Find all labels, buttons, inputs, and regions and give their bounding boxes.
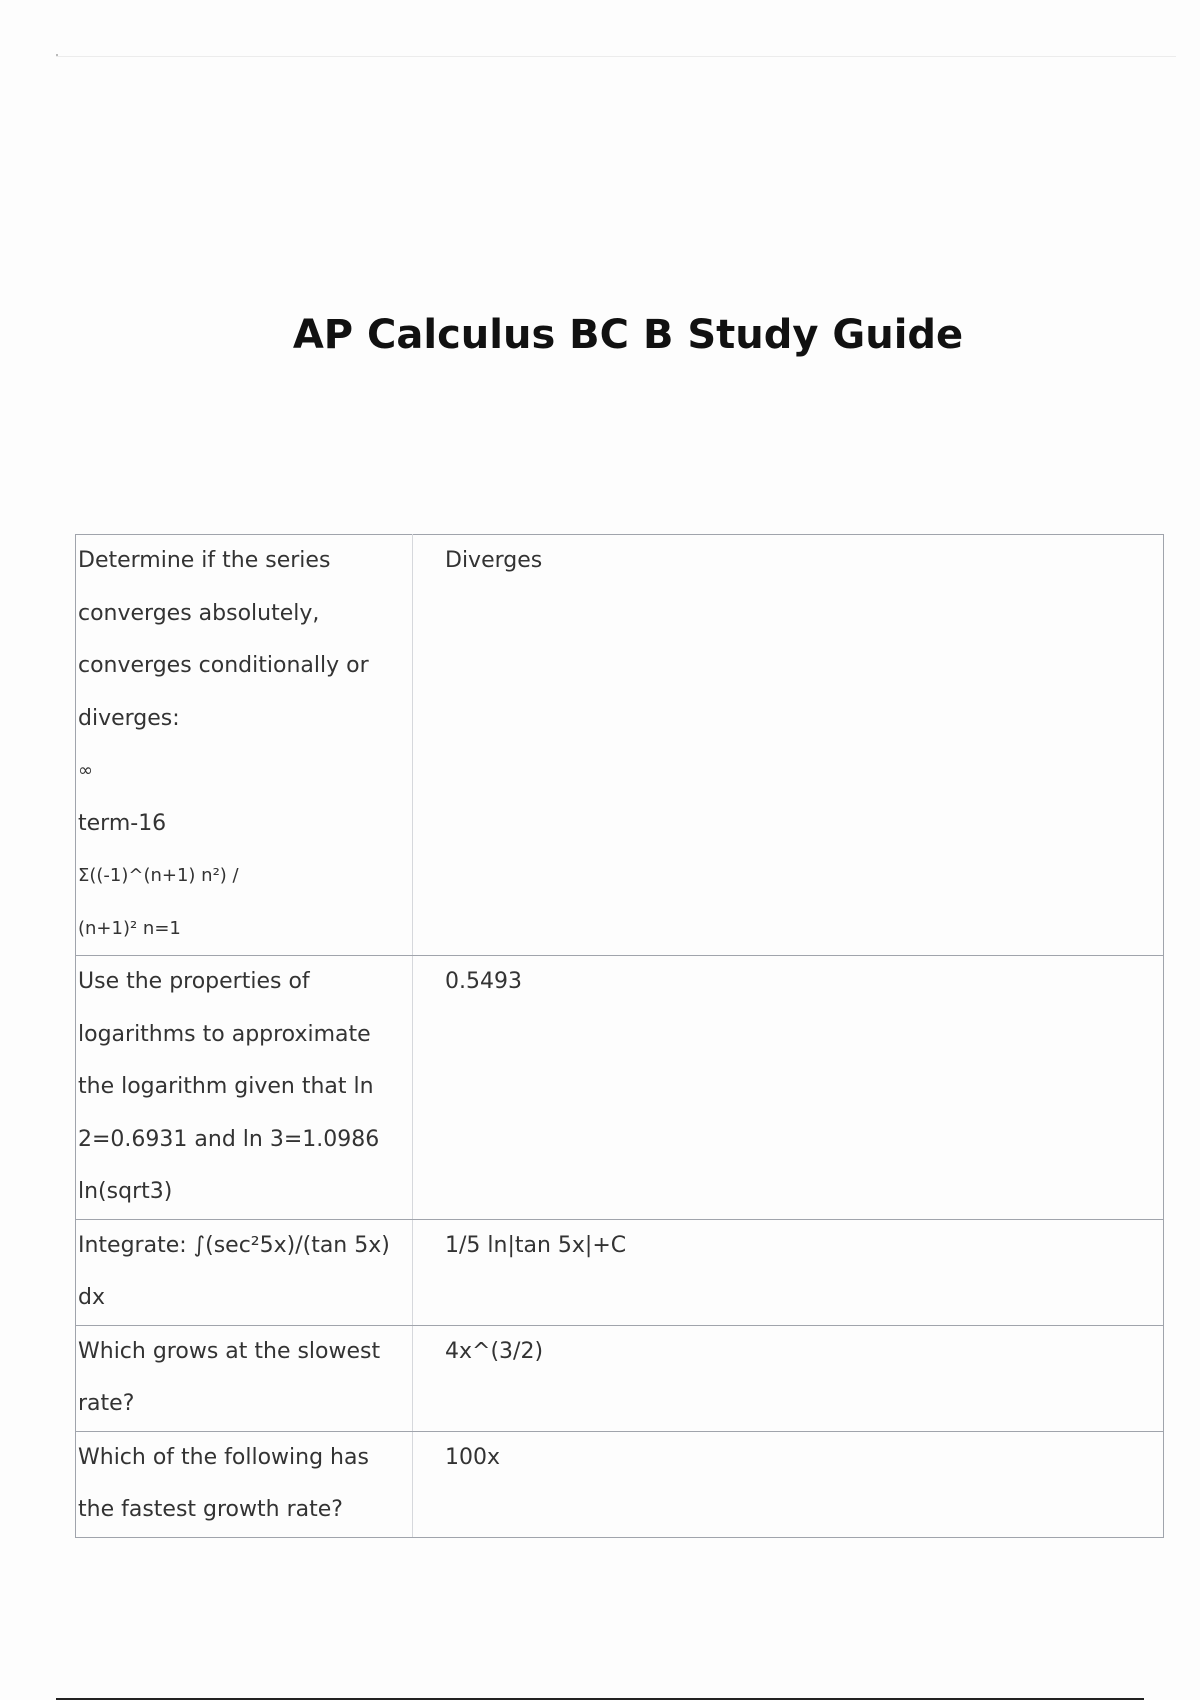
table-row xyxy=(76,1325,1164,1431)
question-line: ln(sqrt3) xyxy=(78,1179,173,1204)
question-line: the logarithm given that ln xyxy=(78,1074,374,1099)
question-cell xyxy=(76,1325,413,1431)
question-line: Which of the following has xyxy=(78,1444,369,1470)
infinity-symbol: ∞ xyxy=(78,760,93,781)
answer-cell: 0.5493 xyxy=(413,956,1164,1220)
question-line: 2=0.6931 and ln 3=1.0986 xyxy=(78,1126,380,1152)
question-line: converges absolutely, xyxy=(78,600,320,626)
table-row xyxy=(76,535,1164,956)
question-line: Which grows at the slowest xyxy=(78,1338,381,1364)
question-line: Use the properties of xyxy=(78,969,310,994)
question-cell xyxy=(76,535,413,956)
question-line: Integrate: ∫(sec²5x)/(tan 5x) xyxy=(78,1232,390,1258)
study-table xyxy=(75,534,1164,1538)
header-rule xyxy=(56,56,1176,57)
question-line: term-16 xyxy=(78,810,167,836)
question-line: rate? xyxy=(78,1391,135,1416)
question-cell xyxy=(76,956,413,1220)
table-row xyxy=(76,956,1164,1220)
table-row xyxy=(76,1219,1164,1325)
answer-cell: Diverges xyxy=(413,535,1164,956)
question-line: converges conditionally or xyxy=(78,653,369,678)
answer-cell: 100x xyxy=(413,1431,1164,1537)
table-row xyxy=(76,1431,1164,1537)
question-line: the fastest growth rate? xyxy=(78,1497,343,1522)
question-cell xyxy=(76,1219,413,1325)
question-line: logarithms to approximate xyxy=(78,1021,371,1047)
question-cell xyxy=(76,1431,413,1537)
series-index: (n+1)² n=1 xyxy=(78,917,181,939)
answer-cell: 4x^(3/2) xyxy=(413,1325,1164,1431)
answer-cell: 1/5 ln|tan 5x|+C xyxy=(413,1219,1164,1325)
question-line: diverges: xyxy=(78,705,180,731)
series-formula: Σ((-1)^(n+1) n²) / xyxy=(78,865,239,886)
question-line: Determine if the series xyxy=(78,548,331,573)
question-line: dx xyxy=(78,1285,105,1310)
page-title: AP Calculus BC B Study Guide xyxy=(292,312,964,358)
